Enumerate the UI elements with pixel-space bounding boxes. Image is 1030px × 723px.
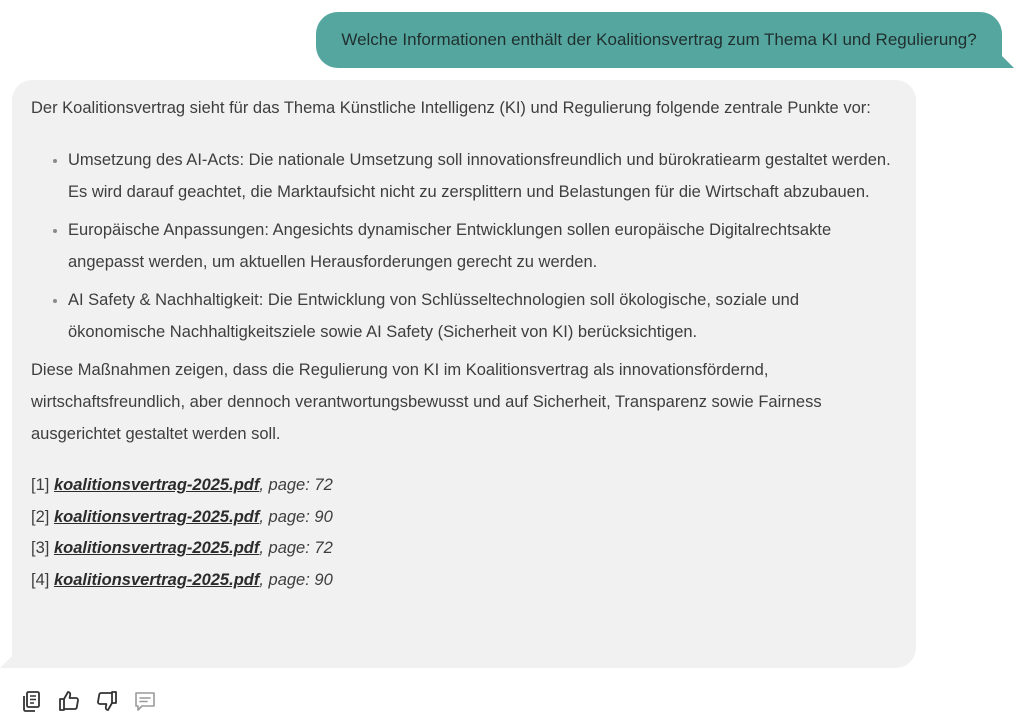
user-message-text: Welche Informationen enthält der Koalitionsvertrag zum Thema KI und Regulierung? [341, 30, 977, 49]
list-item: • Umsetzung des AI-Acts: Die nationale Umsetzung soll innovationsfreundlich und bürokratiearm gestaltet werden. Es wird darauf geachtet, die Marktaufsicht nicht zu zersplittern und Belastungen für die Wirtschaft abzubauen. [68, 144, 894, 208]
reference-4 [31, 565, 894, 597]
reference-index: [4] [31, 570, 50, 589]
reference-file-link[interactable]: koalitionsvertrag-2025.pdf [53, 507, 260, 526]
reference-page: , page: 72 [259, 476, 333, 494]
message-actions [18, 688, 157, 713]
thumbs-up-icon [57, 689, 81, 713]
reference-page: , page: 72 [259, 539, 333, 557]
list-item: • AI Safety & Nachhaltigkeit: Die Entwicklung von Schlüsseltechnologien soll ökologische, soziale und ökonomische Nachhaltigkeitsziele sowie AI Safety (Sicherheit von KI) berücksichtigen. [68, 284, 894, 348]
reference-1 [31, 470, 894, 502]
copy-icon [19, 689, 43, 713]
reference-2 [31, 502, 894, 534]
reference-index: [3] [31, 539, 50, 557]
reference-page: , page: 90 [259, 570, 333, 589]
thumbs-down-icon [95, 689, 119, 713]
assistant-message-bubble [12, 80, 916, 668]
reference-page: , page: 90 [259, 507, 333, 526]
key-points-list [31, 144, 894, 348]
copy-button[interactable] [18, 688, 43, 713]
thumbs-up-button[interactable] [56, 688, 81, 713]
comment-button[interactable] [132, 688, 157, 713]
reference-index: [1] [31, 476, 50, 494]
user-message-bubble [316, 12, 1002, 68]
assistant-summary: Diese Maßnahmen zeigen, dass die Regulierung von KI im Koalitionsvertrag als innovationsfördernd, wirtschaftsfreundlich, aber dennoch verantwortungsbewusst und auf Sicherheit, Transparenz sowie Fairness ausgerichtet gestaltet werden soll. [31, 361, 822, 443]
comment-icon [133, 689, 157, 713]
reference-file-link[interactable]: koalitionsvertrag-2025.pdf [53, 476, 260, 494]
assistant-bubble-tail [0, 654, 14, 668]
reference-index: [2] [31, 507, 50, 526]
reference-3 [31, 533, 894, 565]
user-bubble-tail [1000, 54, 1014, 68]
reference-file-link[interactable]: koalitionsvertrag-2025.pdf [53, 570, 260, 589]
assistant-intro: Der Koalitionsvertrag sieht für das Thema Künstliche Intelligenz (KI) und Regulierung folgende zentrale Punkte vor: [31, 99, 871, 117]
thumbs-down-button[interactable] [94, 688, 119, 713]
list-item: • Europäische Anpassungen: Angesichts dynamischer Entwicklungen sollen europäische Digitalrechtsakte angepasst werden, um aktuellen Herausforderungen gerecht zu werden. [68, 214, 894, 278]
reference-file-link[interactable]: koalitionsvertrag-2025.pdf [53, 539, 260, 557]
